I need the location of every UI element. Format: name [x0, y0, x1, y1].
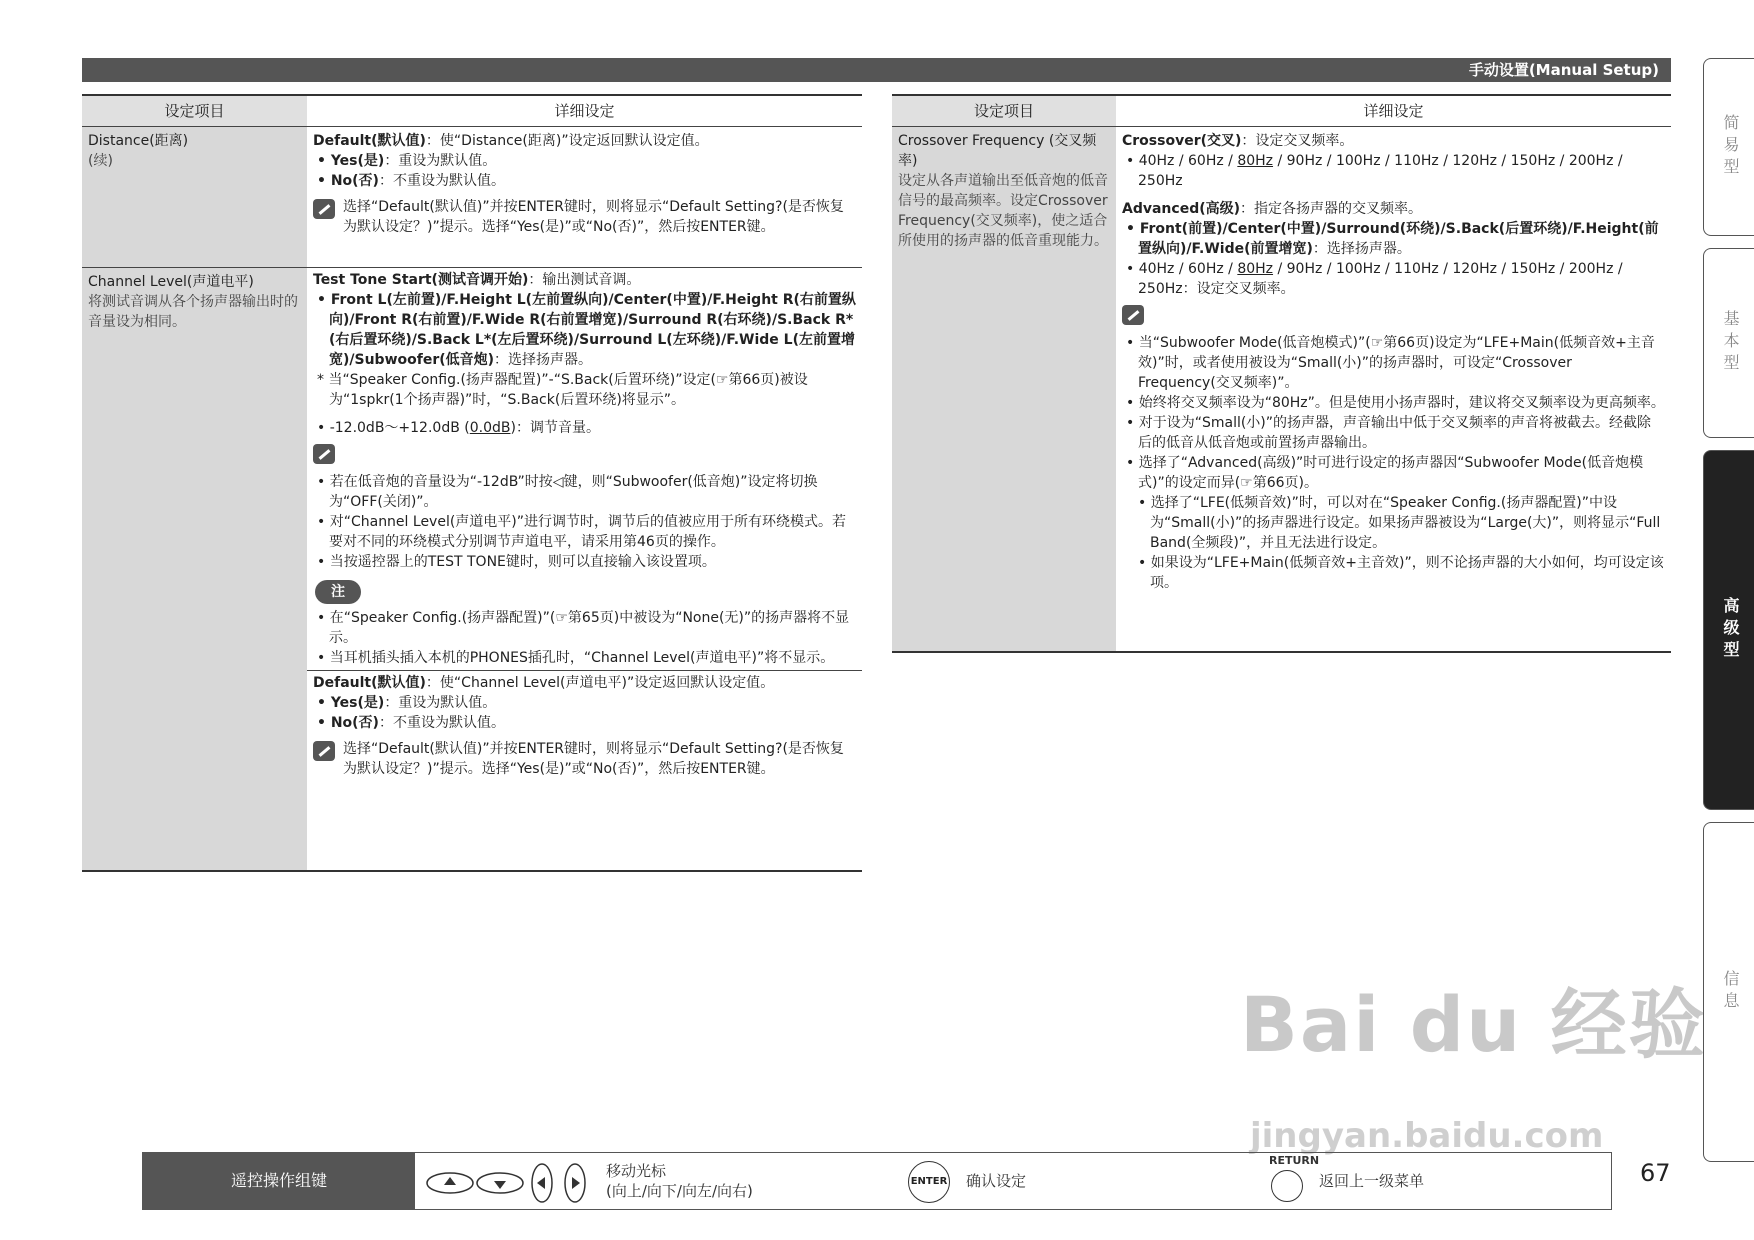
row-label-cell: [892, 127, 1116, 651]
no-label: • No(否): [317, 173, 379, 189]
crossover-label: Crossover(交叉): [1122, 133, 1242, 149]
range-default: 0.0dB: [469, 420, 511, 436]
page-number: 67: [1640, 1159, 1671, 1187]
test-tone-text: ：输出测试音调。: [528, 272, 641, 288]
row-label-cell: [82, 268, 307, 870]
cursor-buttons-icon: [425, 1163, 595, 1203]
tab-label: 高级型: [1721, 597, 1740, 663]
freq-default: 80Hz: [1237, 153, 1274, 169]
row-description: 设定从各声道输出至低音炮的低音信号的最高频率。设定Crossover Frequency(交叉频率)，使之适合所使用的扬声器的低音重现能力。: [898, 173, 1108, 249]
advanced-text: ：指定各扬声器的交叉频率。: [1240, 201, 1423, 217]
default-label: Default(默认值): [313, 133, 426, 149]
left-arrow-icon: [532, 1164, 552, 1202]
section-header-bar: [82, 58, 1671, 82]
freq-list-a: • 40Hz / 60Hz /: [1126, 153, 1238, 169]
adv-speaker-text: ：选择扬声器。: [1312, 241, 1411, 257]
no-label: • No(否): [317, 715, 379, 731]
down-arrow-icon: [477, 1173, 523, 1193]
return-button-icon: [1271, 1170, 1303, 1202]
row-title: Crossover Frequency (交叉频率): [898, 133, 1097, 169]
note-item: • 当按遥控器上的TEST TONE键时，则可以直接输入该设置项。: [317, 554, 716, 570]
sub-note-item: • 选择了“LFE(低频音效)”时，可以对在“Speaker Config.(扬声器配置)”中设为“Small(小)”的扬声器进行设定。如果扬声器被设为“Large(大)”，则将显示“Full Band(全频段)”，并且无法进行设定。: [1138, 495, 1661, 551]
tab-simple[interactable]: [1703, 58, 1754, 236]
tab-basic[interactable]: [1703, 248, 1754, 438]
tab-label: 信息: [1721, 970, 1740, 1014]
watermark-url: jingyan.baidu.com: [1250, 1116, 1604, 1156]
col-header-item: 设定项目: [82, 96, 307, 126]
col-header-item: 设定项目: [892, 96, 1116, 126]
enter-text: 确认设定: [966, 1172, 1027, 1190]
yes-text: ：重设为默认值。: [384, 153, 497, 169]
return-text: 返回上一级菜单: [1319, 1172, 1425, 1190]
watermark-logo: Bai du 经验: [1240, 980, 1707, 1069]
default-text: ：使“Distance(距离)”设定返回默认设定值。: [425, 133, 709, 149]
col-header-detail: 详细设定: [1363, 102, 1424, 120]
row-detail-cell: [1116, 127, 1671, 651]
left-table-header: [82, 96, 862, 127]
right-arrow-icon: [565, 1164, 585, 1202]
default-subsection: [307, 670, 862, 779]
row-title: Channel Level(声道电平): [88, 274, 254, 290]
pencil-note-icon: [313, 741, 335, 761]
cursor-text-2: (向上/向下/向左/向右): [606, 1182, 753, 1200]
row-detail-cell: [307, 127, 862, 267]
row-label-cell: [82, 127, 307, 267]
row-title: Distance(距离): [88, 133, 189, 149]
range-prefix: • -12.0dB～+12.0dB (: [317, 420, 470, 436]
tab-info[interactable]: [1703, 822, 1754, 1162]
asterisk-note: * 当“Speaker Config.(扬声器配置)”-“S.Back(后置环绕)”设定(☞第66页)被设为“1spkr(1个扬声器)”时，“S.Back(后置环绕)将显示”。: [317, 372, 808, 408]
freq-list-b: / 90Hz / 100Hz / 110Hz / 120Hz / 150Hz / 200Hz / 250Hz: [1138, 261, 1623, 297]
note-item: • 选择了“Advanced(高级)”时可进行设定的扬声器因“Subwoofer Mode(低音炮模式)”的设定而异(☞第66页)。: [1126, 455, 1644, 491]
tab-advanced[interactable]: [1703, 450, 1754, 810]
up-arrow-icon: [427, 1173, 473, 1193]
pencil-note-icon: [1122, 305, 1144, 325]
section-title: 手动设置(Manual Setup): [1468, 61, 1659, 79]
caution-badge: 注: [315, 580, 361, 604]
row-description: 将测试音调从各个扬声器输出时的音量设为相同。: [88, 294, 298, 330]
remote-keys-footer: [142, 1152, 1612, 1210]
freq-set-text: ：设定交叉频率。: [1182, 281, 1295, 297]
row-subtitle: (续): [88, 153, 113, 169]
note-item: • 对“Channel Level(声道电平)”进行调节时，调节后的值被应用于所有环绕模式。若要对不同的环绕模式分别调节声道电平，请采用第46页的操作。: [317, 514, 847, 550]
note-text: 选择“Default(默认值)”并按ENTER键时，则将显示“Default Setting?(是否恢复为默认设定？)”提示。选择“Yes(是)”或“No(否)”，然后按ENTER键。: [343, 199, 844, 235]
row-detail-cell: [307, 268, 862, 870]
advanced-label: Advanced(高级): [1122, 201, 1241, 217]
yes-label: • Yes(是): [317, 695, 385, 711]
tab-label: 基本型: [1721, 310, 1740, 376]
freq-list-a: • 40Hz / 60Hz /: [1126, 261, 1238, 277]
left-settings-table: [82, 94, 862, 872]
speaker-list: • Front L(左前置)/F.Height L(左前置纵向)/Center(中置)/F.Height R(右前置纵向)/Front R(右前置)/F.Wide R(右前置增宽)/Surround R(右环绕)/S.Back R*(右后置环绕)/S.Back L*(左后置环绕)/Surround L(左环绕)/F.Wide L(左前置增宽)/Subwoofer(低音炮): [317, 292, 856, 368]
pencil-note-icon: [313, 199, 335, 219]
adv-speaker-list: • Front(前置)/Center(中置)/Surround(环绕)/S.Back(后置环绕)/F.Height(前置纵向)/F.Wide(前置增宽): [1126, 221, 1659, 257]
note-text: 选择“Default(默认值)”并按ENTER键时，则将显示“Default Setting?(是否恢复为默认设定？)”提示。选择“Yes(是)”或“No(否)”，然后按ENTER键。: [343, 741, 844, 777]
note-item: • 若在低音炮的音量设为“-12dB”时按◁键，则“Subwoofer(低音炮)”设定将切换为“OFF(关闭)”。: [317, 474, 818, 510]
freq-default: 80Hz: [1237, 261, 1274, 277]
pencil-note-icon: [313, 444, 335, 464]
no-text: ：不重设为默认值。: [378, 715, 505, 731]
default-label: Default(默认值): [313, 675, 426, 691]
table-row-crossover: [892, 127, 1671, 651]
yes-label: • Yes(是): [317, 153, 385, 169]
table-row-distance: [82, 127, 862, 268]
right-settings-table: [892, 94, 1671, 653]
caution-item: • 当耳机插头插入本机的PHONES插孔时，“Channel Level(声道电平)”将不显示。: [317, 650, 835, 666]
note-item: • 当“Subwoofer Mode(低音炮模式)”(☞第66页)设定为“LFE+Main(低频音效+主音效)”时，或者使用被设为“Small(小)”的扬声器时，可设定“Crossover Frequency(交叉频率)”。: [1126, 335, 1655, 391]
default-text: ：使“Channel Level(声道电平)”设定返回默认设定值。: [425, 675, 775, 691]
return-label: RETURN: [1269, 1154, 1320, 1167]
test-tone-label: Test Tone Start(测试音调开始): [313, 272, 529, 288]
freq-list-b: / 90Hz / 100Hz / 110Hz / 120Hz / 150Hz / 200Hz / 250Hz: [1138, 153, 1623, 189]
range-text: )：调节音量。: [510, 420, 600, 436]
table-row-channel-level: [82, 268, 862, 870]
note-block: [313, 739, 856, 779]
yes-text: ：重设为默认值。: [384, 695, 497, 711]
note-block: [313, 197, 856, 237]
footer-label: 遥控操作组键: [143, 1153, 415, 1209]
speaker-list-text: ：选择扬声器。: [494, 352, 593, 368]
note-item: • 对于设为“Small(小)”的扬声器，声音输出中低于交叉频率的声音将被截去。经截除后的低音从低音炮或前置扬声器输出。: [1126, 415, 1652, 451]
enter-button-icon: ENTER: [908, 1161, 950, 1203]
no-text: ：不重设为默认值。: [378, 173, 505, 189]
sub-note-item: • 如果设为“LFE+Main(低频音效+主音效)”，则不论扬声器的大小如何，均可设定该项。: [1138, 555, 1664, 591]
note-item: • 始终将交叉频率设为“80Hz”。但是使用小扬声器时，建议将交叉频率设为更高频率。: [1126, 395, 1665, 411]
caution-item: • 在“Speaker Config.(扬声器配置)”(☞第65页)中被设为“None(无)”的扬声器将不显示。: [317, 610, 850, 646]
crossover-text: ：设定交叉频率。: [1241, 133, 1354, 149]
cursor-text-1: 移动光标: [606, 1162, 667, 1180]
tab-label: 简易型: [1721, 114, 1740, 180]
right-table-header: [892, 96, 1671, 127]
col-header-detail: 详细设定: [554, 102, 615, 120]
